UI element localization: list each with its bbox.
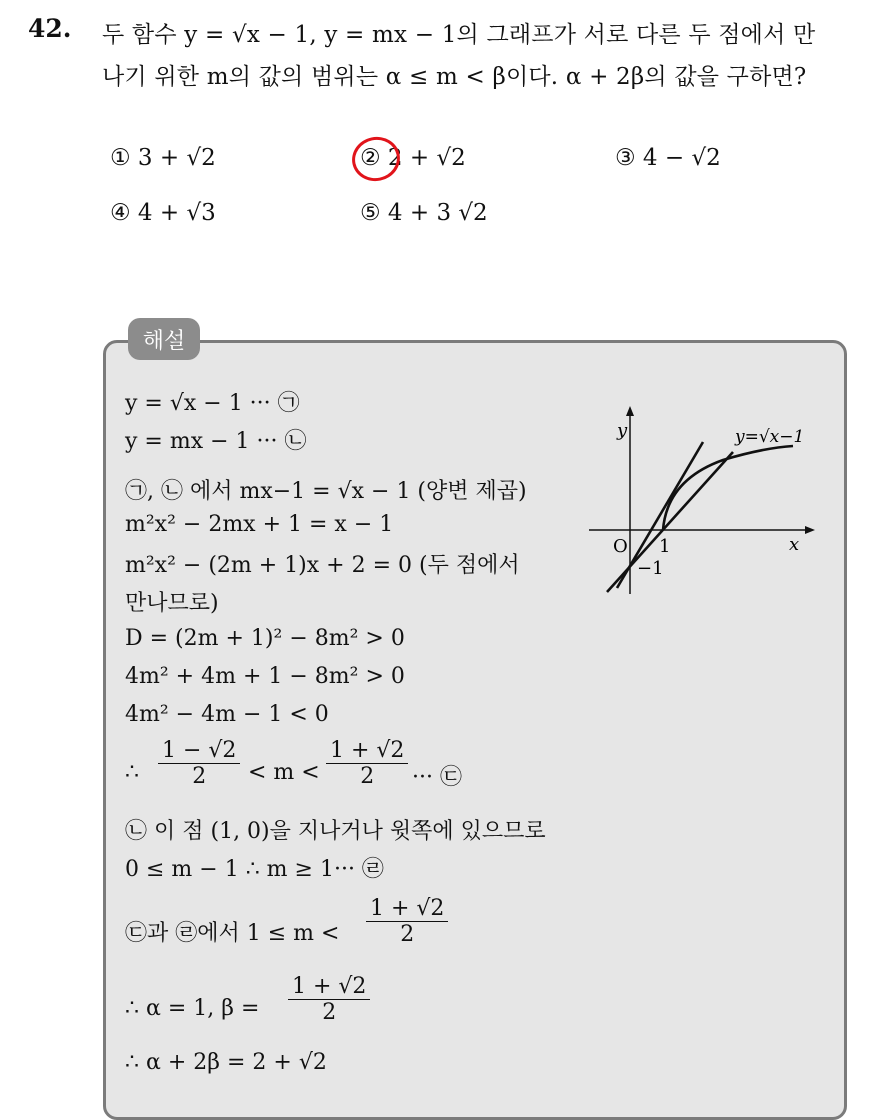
fraction-numerator: 1 + √2 <box>326 738 408 764</box>
fraction-range <box>366 896 448 947</box>
fraction-numerator: 1 − √2 <box>158 738 240 764</box>
solution-line-3: ㉠, ㉡ 에서 mx−1 = √x − 1 (양변 제곱) <box>125 479 527 504</box>
inequality-middle: < m < <box>248 760 320 785</box>
curve-label: y=√x−1 <box>735 427 805 447</box>
solution-tab: 해설 <box>128 318 200 360</box>
solution-line-6: 만나므로) <box>125 591 219 616</box>
choice-1[interactable]: ① 3 + √2 <box>110 145 216 171</box>
tick-label-1: 1 <box>659 536 671 557</box>
question-number: 42. <box>28 14 72 43</box>
choice-3[interactable]: ③ 4 − √2 <box>615 145 721 171</box>
solution-line-9: 4m² − 4m − 1 < 0 <box>125 702 329 727</box>
question-text-line-1: 두 함수 y = √x − 1, y = mx − 1의 그래프가 서로 다른 두 점에서 만 <box>102 22 816 48</box>
origin-label: O <box>613 536 628 557</box>
fraction-numerator: 1 + √2 <box>366 896 448 922</box>
fraction-denominator: 2 <box>322 1000 337 1025</box>
question-text-line-2: 나기 위한 m의 값의 범위는 α ≤ m < β이다. α + 2β의 값을 구하면? <box>102 64 807 90</box>
alpha-beta-lead: ∴ α = 1, β = <box>125 996 260 1021</box>
inequality-tail: ··· ㉢ <box>412 765 462 790</box>
y-axis-label: y <box>617 420 628 441</box>
range-lead: ㉢과 ㉣에서 1 ≤ m < <box>125 921 340 946</box>
graph-figure <box>583 402 821 598</box>
solution-line-7: D = (2m + 1)² − 8m² > 0 <box>125 626 405 651</box>
fraction-beta <box>288 974 370 1025</box>
solution-line-condition: ㉡ 이 점 (1, 0)을 지나거나 윗쪽에 있으므로 <box>125 819 546 844</box>
fraction-lower-bound <box>158 738 240 789</box>
x-axis-label: x <box>789 534 800 555</box>
fraction-denominator: 2 <box>192 764 207 789</box>
solution-line-2: y = mx − 1 ··· ㉡ <box>125 429 307 454</box>
selected-answer-mark <box>348 132 404 185</box>
solution-line-1: y = √x − 1 ··· ㉠ <box>125 391 300 416</box>
solution-line-8: 4m² + 4m + 1 − 8m² > 0 <box>125 664 405 689</box>
solution-line-4: m²x² − 2mx + 1 = x − 1 <box>125 512 394 537</box>
x-axis-arrow-icon <box>805 526 815 534</box>
choice-2[interactable]: ② 2 + √2 <box>360 145 466 171</box>
choice-4[interactable]: ④ 4 + √3 <box>110 200 216 226</box>
tick-label-minus-1: −1 <box>637 558 664 579</box>
final-answer-line: ∴ α + 2β = 2 + √2 <box>125 1050 327 1075</box>
solution-line-5: m²x² − (2m + 1)x + 2 = 0 (두 점에서 <box>125 553 520 578</box>
fraction-upper-bound <box>326 738 408 789</box>
y-axis-arrow-icon <box>626 406 634 416</box>
choice-5[interactable]: ⑤ 4 + 3 √2 <box>360 200 488 226</box>
fraction-numerator: 1 + √2 <box>288 974 370 1000</box>
fraction-denominator: 2 <box>360 764 375 789</box>
therefore-symbol: ∴ <box>125 760 139 785</box>
fraction-denominator: 2 <box>400 922 415 947</box>
solution-line-m-ge-1: 0 ≤ m − 1 ∴ m ≥ 1··· ㉣ <box>125 857 384 882</box>
